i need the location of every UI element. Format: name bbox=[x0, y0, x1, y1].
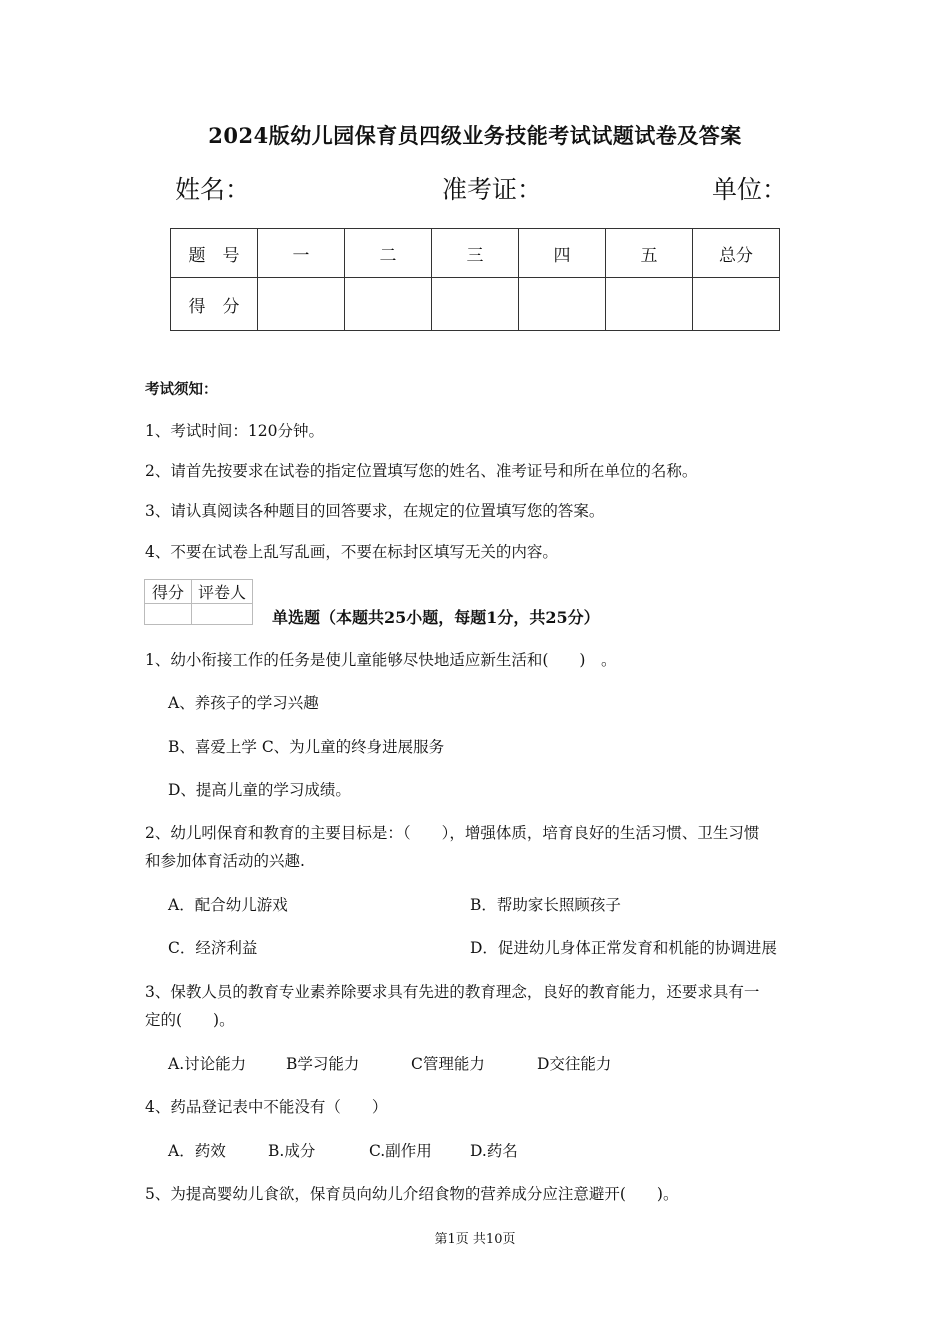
section-title: 单选题（本题共25小题，每题1分，共25分） bbox=[272, 608, 600, 627]
question-4-option-b: B.成分 bbox=[268, 1142, 316, 1160]
score-header-cell: 三 bbox=[432, 229, 519, 278]
ticket-field-label: 准考证： bbox=[442, 175, 543, 204]
question-2-line-2: 和参加体育活动的兴趣. bbox=[145, 852, 305, 870]
score-cell[interactable] bbox=[519, 278, 606, 331]
question-4-option-d: D.药名 bbox=[470, 1142, 518, 1160]
question-4-option-a: A．药效 bbox=[168, 1142, 226, 1160]
question-3-line-2: 定的( )。 bbox=[145, 1011, 235, 1029]
question-3-option-d: D交往能力 bbox=[537, 1055, 612, 1073]
notice-item: 2、请首先按要求在试卷的指定位置填写您的姓名、准考证号和所在单位的名称。 bbox=[145, 462, 698, 480]
score-row-label: 得 分 bbox=[171, 278, 258, 331]
notice-heading: 考试须知： bbox=[145, 381, 218, 398]
question-4-option-c: C.副作用 bbox=[369, 1142, 432, 1160]
score-header-cell: 题 号 bbox=[171, 229, 258, 278]
page-footer: 第1页 共10页 bbox=[434, 1232, 516, 1247]
score-table bbox=[170, 228, 780, 331]
name-field-label: 姓名： bbox=[175, 175, 251, 204]
grader-reviewer-label: 评卷人 bbox=[192, 580, 253, 604]
question-4-text: 4、药品登记表中不能没有（ ） bbox=[145, 1098, 388, 1116]
score-header-cell: 四 bbox=[519, 229, 606, 278]
score-cell[interactable] bbox=[345, 278, 432, 331]
score-cell[interactable] bbox=[432, 278, 519, 331]
score-header-cell: 五 bbox=[606, 229, 693, 278]
score-table-score-row bbox=[171, 278, 780, 331]
score-cell[interactable] bbox=[693, 278, 780, 331]
question-5-text: 5、为提高婴幼儿食欲，保育员向幼儿介绍食物的营养成分应注意避开( )。 bbox=[145, 1185, 679, 1203]
score-header-cell: 二 bbox=[345, 229, 432, 278]
question-1-option-a: A、养孩子的学习兴趣 bbox=[168, 694, 319, 712]
page-title: 2024版幼儿园保育员四级业务技能考试试题试卷及答案 bbox=[208, 123, 742, 148]
grader-score-cell[interactable] bbox=[145, 604, 192, 625]
question-1-text: 1、幼小衔接工作的任务是使儿童能够尽快地适应新生活和( ) 。 bbox=[145, 651, 617, 669]
score-header-cell: 总分 bbox=[693, 229, 780, 278]
notice-item: 4、不要在试卷上乱写乱画，不要在标封区填写无关的内容。 bbox=[145, 543, 558, 561]
question-3-option-b: B学习能力 bbox=[286, 1055, 360, 1073]
question-2-option-a: A．配合幼儿游戏 bbox=[168, 896, 288, 914]
question-2-option-d: D．促进幼儿身体正常发育和机能的协调进展 bbox=[470, 939, 777, 957]
grader-reviewer-cell[interactable] bbox=[192, 604, 253, 625]
score-cell[interactable] bbox=[606, 278, 693, 331]
score-cell[interactable] bbox=[258, 278, 345, 331]
question-1-option-d: D、提高儿童的学习成绩。 bbox=[168, 781, 351, 799]
notice-item: 1、考试时间：120分钟。 bbox=[145, 422, 324, 440]
question-3-line-1: 3、保教人员的教育专业素养除要求具有先进的教育理念，良好的教育能力，还要求具有一 bbox=[145, 983, 760, 1001]
grader-table bbox=[144, 579, 253, 625]
notice-item: 3、请认真阅读各种题目的回答要求，在规定的位置填写您的答案。 bbox=[145, 502, 605, 520]
question-3-option-c: C管理能力 bbox=[411, 1055, 485, 1073]
question-2-option-c: C．经济利益 bbox=[168, 939, 258, 957]
question-1-option-bc: B、喜爱上学 C、为儿童的终身进展服务 bbox=[168, 738, 445, 756]
question-2-line-1: 2、幼儿吲保育和教育的主要目标是：（ ），增强体质，培育良好的生活习惯、卫生习惯 bbox=[145, 824, 760, 842]
question-2-option-b: B．帮助家长照顾孩子 bbox=[470, 896, 621, 914]
grader-score-label: 得分 bbox=[145, 580, 192, 604]
question-3-option-a: A.讨论能力 bbox=[168, 1055, 247, 1073]
unit-field-label: 单位： bbox=[712, 175, 788, 204]
score-table-header-row bbox=[171, 229, 780, 278]
score-header-cell: 一 bbox=[258, 229, 345, 278]
